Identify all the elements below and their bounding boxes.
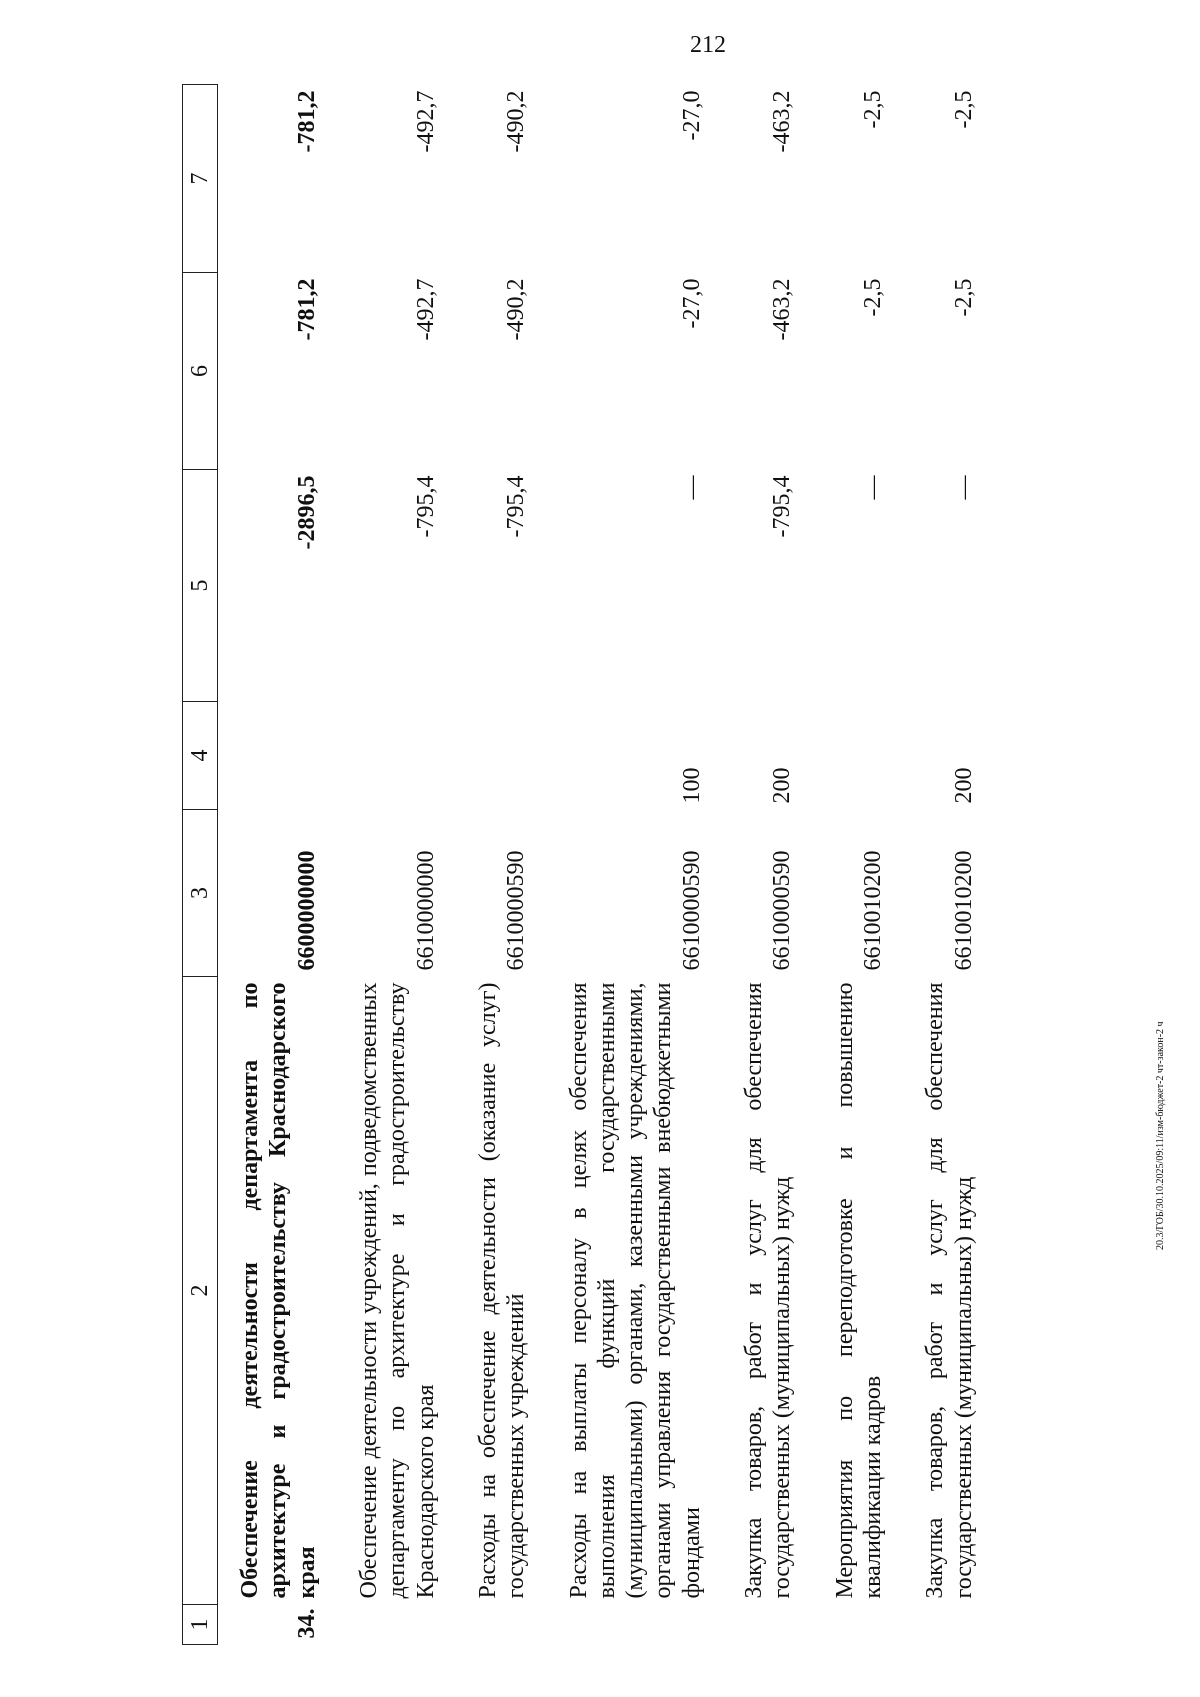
budget-table bbox=[182, 84, 994, 1645]
row-name: Расходы на выплаты персоналу в целях обеспечения выполнения функций государственными (муниципальными) органами, казенными учреждениями, органами управления государственными внебюджетными фондами bbox=[565, 982, 705, 1599]
row-name: Расходы на обеспечение деятельности (оказание услуг) государственных учреждений bbox=[474, 982, 530, 1599]
table-row bbox=[218, 85, 337, 1645]
value-column-7: -781,2 bbox=[293, 90, 320, 153]
column-header: 1 bbox=[183, 1605, 218, 1645]
value-column-6: -463,2 bbox=[769, 278, 796, 341]
target-article-code: 6610000590 bbox=[678, 850, 705, 971]
table-row bbox=[903, 85, 994, 1645]
rotated-table-container bbox=[182, 85, 1077, 1645]
value-column-6: -2,5 bbox=[860, 278, 886, 317]
target-article-code: 6610010200 bbox=[950, 850, 977, 971]
table-body bbox=[218, 85, 994, 1645]
document-footer-code: 20.3/ГОБ/30.10.2025/09:11/изм-бюджет-2 чт-закон-2 ч bbox=[1155, 1021, 1166, 1250]
expense-type-code bbox=[456, 702, 547, 810]
table-row bbox=[337, 85, 456, 1645]
target-article-code: 6610000000 bbox=[412, 850, 439, 971]
expense-type-code bbox=[218, 702, 337, 810]
value-column-6: -490,2 bbox=[503, 278, 530, 341]
column-header: 5 bbox=[183, 470, 218, 702]
row-number: 34. bbox=[293, 1608, 320, 1639]
value-column-5: -2896,5 bbox=[293, 475, 320, 550]
value-column-6: -2,5 bbox=[950, 278, 977, 317]
value-column-5: -795,4 bbox=[412, 475, 439, 538]
value-column-5: — bbox=[860, 475, 886, 500]
value-column-6: -781,2 bbox=[293, 278, 320, 341]
row-name: Закупка товаров, работ и услуг для обеспечения государственных (муниципальных) нужд bbox=[741, 982, 796, 1599]
expense-type-code bbox=[337, 702, 456, 810]
row-name: Обеспечение деятельности учреждений, подведомственных департаменту по архитектуре и градостроительству Краснодарского края bbox=[355, 982, 439, 1599]
table-row bbox=[722, 85, 813, 1645]
value-column-5: — bbox=[678, 475, 705, 500]
value-column-7: -2,5 bbox=[950, 90, 977, 129]
value-column-5: — bbox=[950, 475, 977, 500]
value-column-5: -795,4 bbox=[503, 475, 530, 538]
column-header: 2 bbox=[183, 977, 218, 1605]
target-article-code: 6610000590 bbox=[503, 850, 530, 971]
value-column-7: -490,2 bbox=[503, 90, 530, 153]
value-column-7: -2,5 bbox=[860, 90, 886, 129]
row-name: Мероприятия по переподготовке и повышению квалификации кадров bbox=[831, 982, 886, 1599]
row-name: Обеспечение деятельности департамента по архитектуре и градостроительству Краснодарского края bbox=[237, 982, 320, 1599]
expense-type-code: 100 bbox=[678, 767, 705, 804]
value-column-7: -27,0 bbox=[678, 90, 705, 141]
row-number bbox=[337, 1605, 456, 1645]
target-article-code: 6600000000 bbox=[293, 850, 320, 971]
table-header-row bbox=[183, 85, 218, 1645]
column-header: 4 bbox=[183, 702, 218, 810]
row-number bbox=[456, 1605, 547, 1645]
value-column-6: -492,7 bbox=[412, 278, 439, 341]
row-number bbox=[813, 1605, 904, 1645]
row-number bbox=[722, 1605, 813, 1645]
row-number bbox=[903, 1605, 994, 1645]
value-column-6: -27,0 bbox=[678, 278, 705, 329]
expense-type-code bbox=[813, 702, 904, 810]
page-number: 212 bbox=[690, 32, 726, 58]
expense-type-code: 200 bbox=[769, 767, 796, 804]
value-column-7: -492,7 bbox=[412, 90, 439, 153]
expense-type-code: 200 bbox=[950, 767, 977, 804]
table-row bbox=[547, 85, 723, 1645]
column-header: 6 bbox=[183, 273, 218, 470]
table-row bbox=[456, 85, 547, 1645]
row-name: Закупка товаров, работ и услуг для обеспечения государственных (муниципальных) нужд bbox=[922, 982, 977, 1599]
value-column-5: -795,4 bbox=[769, 475, 796, 538]
row-number bbox=[547, 1605, 723, 1645]
value-column-7: -463,2 bbox=[769, 90, 796, 153]
table-row bbox=[813, 85, 904, 1645]
column-header: 3 bbox=[183, 810, 218, 977]
target-article-code: 6610000590 bbox=[769, 850, 796, 971]
column-header: 7 bbox=[183, 85, 218, 273]
target-article-code: 6610010200 bbox=[860, 850, 886, 971]
